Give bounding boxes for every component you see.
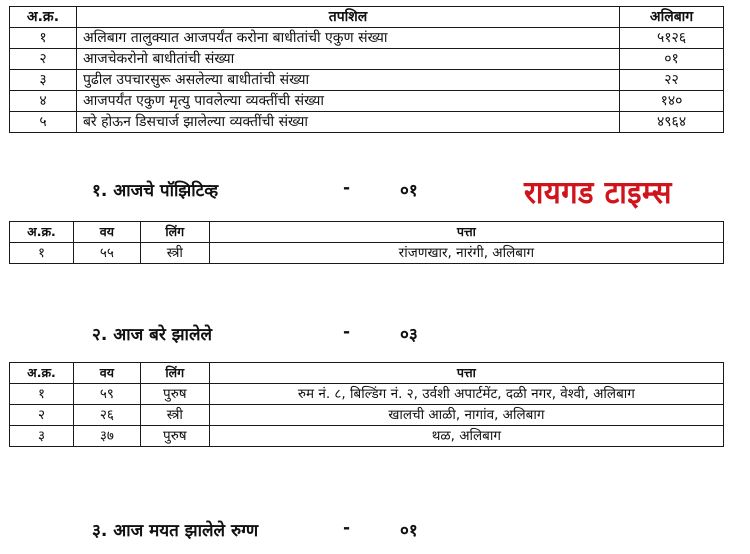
row-value: ५१२६	[620, 28, 724, 49]
row-age: ३७	[73, 426, 140, 447]
row-address: थळ, अलिबाग	[209, 426, 723, 447]
header-age: वय	[73, 363, 140, 384]
summary-table	[9, 6, 724, 133]
row-sr: १	[10, 28, 77, 49]
row-value: ०१	[620, 49, 724, 70]
section-1-title: १. आजचे पॉझिटिव्ह	[92, 181, 219, 201]
section-3-dash: -	[343, 518, 351, 538]
section-2-count: ०३	[400, 325, 418, 345]
row-value: १४०	[620, 91, 724, 112]
summary-header-row	[10, 7, 724, 28]
table-row	[10, 426, 724, 447]
header-sr: अ.क्र.	[10, 363, 74, 384]
summary-header-place: अलिबाग	[620, 7, 724, 28]
table-row	[10, 28, 724, 49]
header-sr: अ.क्र.	[10, 222, 74, 243]
row-sr: ४	[10, 91, 77, 112]
row-sr: २	[10, 405, 74, 426]
row-gender: स्त्री	[140, 405, 209, 426]
row-age: २६	[73, 405, 140, 426]
row-label: आजपर्यंत एकुण मृत्यु पावलेल्या व्यक्तींची संख्या	[76, 91, 619, 112]
row-label: बरे होऊन डिसचार्ज झालेल्या व्यक्तींची संख्या	[76, 112, 619, 133]
row-sr: १	[10, 243, 74, 264]
section-3-title: ३. आज मयत झालेले रुग्ण	[92, 521, 259, 541]
row-label: पुढील उपचारसुरू असलेल्या बाधीतांची संख्या	[76, 70, 619, 91]
positive-table	[9, 221, 724, 264]
row-address: रांजणखार, नारंगी, अलिबाग	[209, 243, 723, 264]
summary-header-sr: अ.क्र.	[10, 7, 77, 28]
header-age: वय	[73, 222, 140, 243]
row-gender: पुरुष	[140, 426, 209, 447]
section-3-count: ०१	[400, 521, 418, 541]
row-sr: ३	[10, 70, 77, 91]
header-gender: लिंग	[140, 363, 209, 384]
recovered-header-row	[10, 363, 724, 384]
section-1-count: ०१	[400, 181, 418, 201]
table-row	[10, 49, 724, 70]
table-row	[10, 384, 724, 405]
raigad-times-logo: रायगड टाइम्स	[524, 173, 673, 211]
row-gender: स्त्री	[140, 243, 209, 264]
table-row	[10, 70, 724, 91]
section-1-dash: -	[343, 178, 351, 198]
row-label: आजचेकरोनो बाधीतांची संख्या	[76, 49, 619, 70]
row-sr: ५	[10, 112, 77, 133]
row-age: ५५	[73, 243, 140, 264]
recovered-table	[9, 362, 724, 447]
positive-header-row	[10, 222, 724, 243]
header-address: पत्ता	[209, 363, 723, 384]
summary-header-detail: तपशिल	[76, 7, 619, 28]
section-2-dash: -	[343, 322, 351, 342]
row-address: खालची आळी, नागांव, अलिबाग	[209, 405, 723, 426]
row-sr: २	[10, 49, 77, 70]
row-label: अलिबाग तालुक्यात आजपर्यंत करोना बाधीतांची एकुण संख्या	[76, 28, 619, 49]
table-row	[10, 91, 724, 112]
row-gender: पुरुष	[140, 384, 209, 405]
table-row	[10, 405, 724, 426]
section-2-title: २. आज बरे झालेले	[92, 325, 213, 345]
row-value: ४९६४	[620, 112, 724, 133]
row-sr: १	[10, 384, 74, 405]
header-gender: लिंग	[140, 222, 209, 243]
row-value: २२	[620, 70, 724, 91]
row-age: ५९	[73, 384, 140, 405]
header-address: पत्ता	[209, 222, 723, 243]
table-row	[10, 243, 724, 264]
table-row	[10, 112, 724, 133]
row-sr: ३	[10, 426, 74, 447]
row-address: रुम नं. ८, बिल्डिंग नं. २, उर्वशी अपार्टमेंट, दळी नगर, वेश्वी, अलिबाग	[209, 384, 723, 405]
